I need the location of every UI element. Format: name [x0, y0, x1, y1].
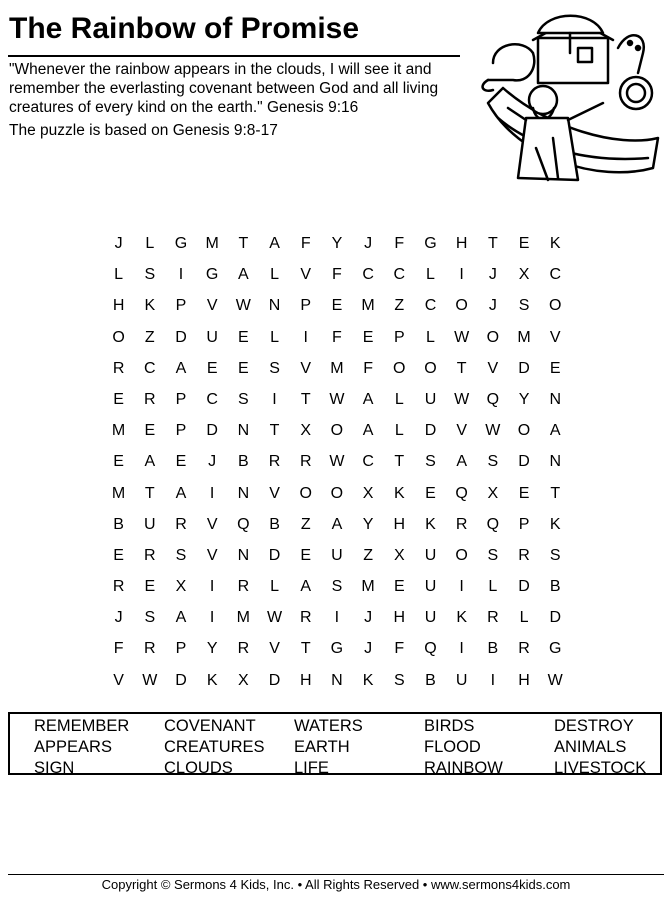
grid-letter: C	[362, 266, 374, 284]
grid-letter: F	[363, 359, 373, 377]
grid-letter: E	[518, 484, 530, 502]
grid-letter: J	[114, 235, 123, 252]
grid-letter: U	[144, 515, 156, 533]
grid-letter: O	[517, 422, 531, 440]
page-title: The Rainbow of Promise	[9, 12, 360, 45]
word-bank-item: WATERS	[294, 717, 363, 735]
grid-letter: J	[364, 609, 373, 627]
word-bank-column	[34, 716, 129, 779]
grid-letter: J	[114, 609, 123, 627]
grid-letter: Q	[486, 515, 500, 533]
grid-letter: O	[299, 484, 312, 502]
grid-letter: O	[330, 484, 344, 502]
grid-letter: G	[330, 640, 344, 658]
grid-letter: O	[330, 422, 344, 440]
grid-row	[103, 633, 571, 664]
grid-letter: P	[300, 297, 312, 315]
grid-letter: M	[236, 609, 250, 627]
grid-letter: I	[178, 266, 184, 284]
grid-letter: T	[300, 390, 311, 408]
grid-letter: L	[519, 609, 529, 627]
grid-letter: A	[331, 515, 343, 533]
grid-letter: N	[268, 297, 281, 315]
grid-letter: E	[549, 359, 561, 377]
grid-letter: W	[547, 671, 563, 689]
grid-letter: X	[518, 266, 530, 284]
grid-letter: R	[144, 546, 156, 564]
grid-letter: U	[424, 609, 437, 627]
grid-row	[103, 322, 571, 353]
grid-letter: D	[175, 671, 187, 689]
grid-letter: M	[111, 422, 126, 440]
word-bank	[8, 712, 662, 775]
grid-row	[103, 571, 571, 602]
word-bank-column	[164, 716, 265, 779]
grid-row	[103, 665, 571, 696]
grid-letter: V	[549, 328, 561, 346]
grid-letter: N	[237, 484, 250, 502]
grid-row	[103, 602, 571, 633]
word-bank-item: LIVESTOCK	[554, 759, 647, 777]
grid-letter: H	[455, 235, 468, 252]
grid-letter: O	[486, 328, 500, 346]
grid-letter: M	[205, 235, 219, 252]
grid-letter: H	[393, 609, 406, 627]
grid-row	[103, 384, 571, 415]
grid-letter: I	[209, 609, 215, 627]
grid-letter: V	[206, 515, 218, 533]
grid-row	[103, 353, 571, 384]
word-bank-column	[294, 716, 363, 779]
grid-letter: B	[425, 671, 436, 689]
grid-letter: R	[455, 515, 468, 533]
grid-letter: R	[175, 515, 187, 533]
grid-letter: B	[487, 640, 499, 658]
grid-letter: T	[456, 359, 467, 377]
grid-letter: B	[549, 578, 561, 596]
grid-letter: E	[113, 390, 124, 408]
grid-letter: F	[300, 235, 311, 252]
grid-letter: R	[237, 578, 250, 596]
grid-letter: D	[518, 453, 530, 471]
grid-letter: U	[424, 578, 437, 596]
grid-letter: Q	[455, 484, 468, 502]
grid-letter: L	[426, 266, 435, 284]
grid-letter: M	[517, 328, 531, 346]
grid-letter: W	[329, 390, 345, 408]
grid-letter: R	[518, 640, 530, 658]
grid-letter: M	[111, 484, 126, 502]
word-bank-column	[554, 716, 646, 779]
word-bank-column	[424, 716, 503, 779]
grid-letter: D	[518, 359, 530, 377]
grid-letter: W	[266, 609, 283, 627]
grid-letter: L	[114, 266, 124, 284]
grid-letter: U	[455, 671, 468, 689]
grid-letter: Q	[237, 515, 250, 533]
grid-letter: R	[112, 359, 125, 377]
grid-letter: T	[300, 640, 311, 658]
grid-letter: K	[393, 484, 405, 502]
grid-letter: D	[424, 422, 437, 440]
grid-letter: G	[424, 235, 437, 252]
grid-letter: E	[362, 328, 374, 346]
word-bank-item: BIRDS	[424, 717, 475, 735]
grid-letter: W	[235, 297, 251, 315]
grid-letter: N	[549, 453, 561, 471]
grid-letter: C	[362, 453, 374, 471]
grid-letter: A	[175, 484, 187, 502]
grid-letter: X	[175, 578, 187, 596]
grid-letter: C	[424, 297, 437, 315]
grid-letter: X	[238, 671, 249, 689]
grid-letter: T	[144, 484, 155, 502]
grid-letter: E	[300, 546, 312, 564]
puzzle-basis-note: The puzzle is based on Genesis 9:8-17	[9, 122, 278, 139]
word-search-grid	[103, 228, 571, 696]
grid-letter: P	[175, 422, 187, 440]
grid-letter: A	[269, 235, 280, 252]
grid-letter: T	[269, 422, 280, 440]
grid-letter: S	[425, 453, 436, 471]
grid-letter: I	[303, 328, 308, 346]
grid-letter: I	[209, 484, 215, 502]
grid-letter: S	[518, 297, 530, 315]
grid-letter: S	[175, 546, 187, 564]
grid-letter: G	[174, 235, 188, 252]
grid-letter: C	[549, 266, 561, 284]
grid-letter: D	[206, 422, 218, 440]
grid-letter: W	[454, 390, 470, 408]
grid-letter: S	[549, 546, 561, 564]
grid-letter: A	[456, 453, 467, 471]
grid-letter: J	[364, 640, 373, 658]
grid-letter: O	[112, 328, 125, 346]
grid-letter: K	[549, 235, 561, 252]
grid-letter: A	[144, 453, 156, 471]
grid-letter: Z	[144, 328, 155, 346]
word-bank-item: FLOOD	[424, 738, 481, 756]
grid-letter: D	[268, 671, 281, 689]
grid-letter: O	[455, 297, 468, 315]
grid-letter: I	[209, 578, 215, 596]
grid-letter: S	[238, 390, 249, 408]
grid-letter: F	[394, 235, 405, 252]
grid-letter: P	[175, 390, 187, 408]
grid-letter: J	[364, 235, 373, 252]
grid-letter: K	[456, 609, 467, 627]
word-bank-item: SIGN	[34, 759, 75, 777]
grid-letter: M	[361, 297, 375, 315]
grid-letter: D	[549, 609, 561, 627]
grid-letter: E	[144, 578, 156, 596]
grid-letter: J	[488, 297, 497, 315]
grid-letter: F	[113, 640, 124, 658]
grid-letter: R	[144, 390, 156, 408]
grid-letter: N	[237, 422, 250, 440]
word-bank-item: COVENANT	[164, 717, 256, 735]
grid-letter: I	[490, 671, 496, 689]
grid-letter: X	[300, 422, 312, 440]
grid-letter: L	[270, 578, 279, 596]
grid-letter: N	[331, 671, 343, 689]
grid-letter: Z	[363, 546, 373, 564]
grid-letter: J	[488, 266, 497, 284]
grid-letter: O	[548, 297, 562, 315]
title-divider	[8, 55, 460, 57]
grid-letter: H	[299, 671, 312, 689]
grid-letter: V	[487, 359, 499, 377]
grid-row	[103, 540, 571, 571]
grid-row	[103, 478, 571, 509]
grid-letter: S	[269, 359, 280, 377]
grid-letter: U	[206, 328, 218, 346]
grid-letter: R	[112, 578, 125, 596]
grid-letter: D	[268, 546, 281, 564]
grid-letter: A	[300, 578, 312, 596]
grid-letter: C	[144, 359, 156, 377]
grid-letter: E	[518, 235, 530, 252]
grid-letter: K	[425, 515, 436, 533]
noah-ark-icon	[478, 8, 668, 188]
grid-letter: N	[549, 390, 561, 408]
grid-letter: W	[485, 422, 501, 440]
grid-letter: B	[269, 515, 280, 533]
grid-row	[103, 509, 571, 540]
word-bank-item: EARTH	[294, 738, 350, 756]
grid-letter: A	[175, 609, 187, 627]
grid-letter: I	[459, 640, 464, 658]
grid-letter: T	[394, 453, 405, 471]
grid-letter: Y	[362, 515, 374, 533]
grid-letter: L	[394, 390, 404, 408]
grid-letter: I	[272, 390, 277, 408]
grid-letter: V	[206, 546, 218, 564]
grid-letter: V	[269, 484, 280, 502]
grid-letter: S	[487, 453, 499, 471]
word-bank-item: LIFE	[294, 759, 329, 777]
grid-letter: L	[270, 328, 279, 346]
grid-letter: K	[549, 515, 561, 533]
grid-row	[103, 228, 571, 259]
scripture-verse: "Whenever the rainbow appears in the clouds, I will see it and remember the everlasting covenant between God and all living creatures of every kind on the earth." Genesis 9:16	[9, 61, 439, 116]
grid-letter: O	[424, 359, 437, 377]
grid-letter: A	[549, 422, 561, 440]
grid-row	[103, 446, 571, 477]
grid-letter: C	[393, 266, 406, 284]
grid-letter: E	[238, 359, 249, 377]
grid-letter: P	[175, 640, 187, 658]
grid-letter: U	[331, 546, 343, 564]
grid-letter: E	[144, 422, 156, 440]
grid-letter: I	[459, 578, 464, 596]
grid-letter: S	[144, 609, 156, 627]
grid-letter: K	[362, 671, 374, 689]
grid-letter: R	[144, 640, 156, 658]
word-bank-item: CREATURES	[164, 738, 265, 756]
grid-letter: L	[145, 235, 155, 252]
copyright-footer: Copyright © Sermons 4 Kids, Inc. • All Rights Reserved • www.sermons4kids.com	[101, 877, 571, 892]
grid-letter: Q	[486, 390, 500, 408]
grid-letter: K	[206, 671, 218, 689]
word-bank-item: APPEARS	[34, 738, 112, 756]
grid-letter: D	[518, 578, 530, 596]
grid-letter: X	[393, 546, 405, 564]
grid-letter: N	[237, 546, 250, 564]
grid-letter: R	[299, 453, 312, 471]
grid-letter: U	[424, 546, 437, 564]
grid-letter: C	[206, 390, 218, 408]
grid-letter: V	[300, 359, 312, 377]
grid-letter: R	[299, 609, 312, 627]
word-bank-item: DESTROY	[554, 717, 634, 735]
grid-letter: E	[331, 297, 343, 315]
grid-letter: Q	[424, 640, 437, 658]
grid-letter: Y	[518, 390, 530, 408]
word-bank-item: CLOUDS	[164, 759, 233, 777]
grid-letter: H	[393, 515, 406, 533]
grid-letter: A	[238, 266, 249, 284]
grid-letter: T	[238, 235, 249, 252]
grid-letter: S	[487, 546, 499, 564]
grid-letter: F	[332, 266, 342, 284]
grid-letter: L	[270, 266, 279, 284]
grid-letter: H	[112, 297, 125, 315]
grid-letter: M	[330, 359, 344, 377]
grid-letter: I	[459, 266, 464, 284]
grid-letter: V	[206, 297, 218, 315]
grid-letter: T	[487, 235, 498, 252]
grid-letter: P	[393, 328, 405, 346]
grid-letter: R	[237, 640, 250, 658]
grid-letter: H	[518, 671, 530, 689]
grid-letter: B	[113, 515, 124, 533]
grid-letter: E	[238, 328, 249, 346]
grid-letter: E	[206, 359, 218, 377]
grid-letter: B	[238, 453, 249, 471]
grid-letter: U	[424, 390, 437, 408]
grid-letter: E	[175, 453, 187, 471]
grid-letter: E	[425, 484, 436, 502]
word-bank-item: ANIMALS	[554, 738, 627, 756]
grid-letter: G	[205, 266, 219, 284]
grid-letter: J	[208, 453, 217, 471]
footer-divider	[8, 874, 664, 875]
grid-letter: A	[362, 390, 374, 408]
grid-letter: X	[362, 484, 374, 502]
grid-letter: L	[394, 422, 404, 440]
grid-letter: O	[455, 546, 468, 564]
grid-row	[103, 259, 571, 290]
grid-letter: O	[393, 359, 406, 377]
grid-letter: R	[268, 453, 281, 471]
grid-letter: A	[362, 422, 374, 440]
grid-letter: W	[329, 453, 345, 471]
grid-letter: D	[175, 328, 187, 346]
grid-letter: L	[488, 578, 498, 596]
grid-letter: K	[144, 297, 156, 315]
grid-letter: E	[113, 546, 124, 564]
grid-letter: E	[113, 453, 124, 471]
grid-letter: E	[393, 578, 405, 596]
grid-letter: F	[394, 640, 405, 658]
grid-letter: W	[142, 671, 158, 689]
grid-letter: V	[269, 640, 280, 658]
grid-letter: V	[456, 422, 467, 440]
grid-letter: P	[175, 297, 187, 315]
grid-letter: T	[550, 484, 561, 502]
word-bank-item: RAINBOW	[424, 759, 503, 777]
word-bank-item: REMEMBER	[34, 717, 130, 735]
grid-letter: V	[300, 266, 312, 284]
grid-letter: X	[487, 484, 499, 502]
grid-letter: Y	[206, 640, 218, 658]
grid-letter: S	[331, 578, 343, 596]
grid-letter: R	[487, 609, 499, 627]
grid-letter: Y	[331, 235, 343, 252]
grid-letter: V	[113, 671, 124, 689]
grid-letter: A	[175, 359, 187, 377]
grid-row	[103, 290, 571, 321]
grid-letter: Z	[300, 515, 311, 533]
grid-letter: F	[332, 328, 342, 346]
grid-letter: I	[334, 609, 340, 627]
grid-letter: M	[361, 578, 375, 596]
grid-letter: L	[426, 328, 435, 346]
grid-letter: W	[454, 328, 470, 346]
grid-letter: Z	[394, 297, 405, 315]
grid-letter: S	[144, 266, 156, 284]
grid-letter: G	[548, 640, 562, 658]
grid-letter: P	[518, 515, 530, 533]
grid-letter: S	[393, 671, 405, 689]
grid-letter: R	[518, 546, 530, 564]
grid-row	[103, 415, 571, 446]
